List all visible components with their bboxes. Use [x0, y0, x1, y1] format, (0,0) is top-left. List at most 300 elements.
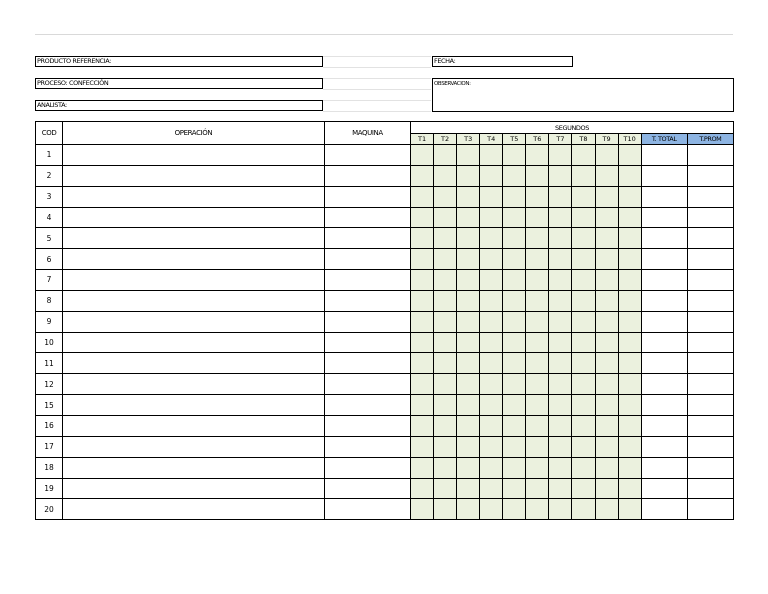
time-col-header-t9: T9	[595, 134, 618, 145]
operacion-cell[interactable]	[63, 499, 325, 520]
time-cell-t9[interactable]	[595, 478, 618, 499]
operacion-cell[interactable]	[63, 145, 325, 166]
time-cell-t1[interactable]	[411, 478, 434, 499]
time-cell-t2[interactable]	[434, 290, 457, 311]
time-cell-t8[interactable]	[572, 186, 595, 207]
time-cell-t4[interactable]	[480, 186, 503, 207]
operations-body	[36, 145, 734, 520]
time-cell-t1[interactable]	[411, 415, 434, 436]
time-cell-t5[interactable]	[503, 436, 526, 457]
time-cell-t10[interactable]	[618, 353, 641, 374]
time-cell-t1[interactable]	[411, 499, 434, 520]
time-cell-t3[interactable]	[457, 374, 480, 395]
maquina-cell[interactable]	[324, 457, 410, 478]
time-cell-t4[interactable]	[480, 207, 503, 228]
time-cell-t2[interactable]	[434, 228, 457, 249]
time-cell-t9[interactable]	[595, 436, 618, 457]
row-code: 9	[36, 311, 63, 332]
time-cell-t10[interactable]	[618, 311, 641, 332]
time-cell-t10[interactable]	[618, 478, 641, 499]
time-cell-t8[interactable]	[572, 228, 595, 249]
time-cell-t7[interactable]	[549, 145, 572, 166]
time-cell-t9[interactable]	[595, 311, 618, 332]
fecha-label: FECHA:	[434, 57, 456, 65]
time-cell-t7[interactable]	[549, 374, 572, 395]
time-cell-t1[interactable]	[411, 290, 434, 311]
time-cell-t6[interactable]	[526, 332, 549, 353]
time-cell-t5[interactable]	[503, 457, 526, 478]
time-cell-t10[interactable]	[618, 186, 641, 207]
time-cell-t7[interactable]	[549, 436, 572, 457]
operacion-cell[interactable]	[63, 207, 325, 228]
time-cell-t2[interactable]	[434, 311, 457, 332]
time-cell-t2[interactable]	[434, 415, 457, 436]
time-cell-t10[interactable]	[618, 436, 641, 457]
time-cell-t1[interactable]	[411, 249, 434, 270]
maquina-cell[interactable]	[324, 311, 410, 332]
time-cell-t3[interactable]	[457, 249, 480, 270]
time-cell-t1[interactable]	[411, 395, 434, 416]
table-row	[36, 415, 734, 436]
table-row	[36, 228, 734, 249]
table-row	[36, 145, 734, 166]
operacion-cell[interactable]	[63, 165, 325, 186]
row-code: 15	[36, 395, 63, 416]
time-cell-t3[interactable]	[457, 165, 480, 186]
time-cell-t8[interactable]	[572, 290, 595, 311]
total-time-cell[interactable]	[641, 249, 687, 270]
time-cell-t7[interactable]	[549, 332, 572, 353]
time-cell-t4[interactable]	[480, 457, 503, 478]
operacion-cell[interactable]	[63, 436, 325, 457]
avg-time-cell[interactable]	[687, 436, 733, 457]
time-cell-t6[interactable]	[526, 207, 549, 228]
operacion-cell[interactable]	[63, 186, 325, 207]
time-cell-t9[interactable]	[595, 374, 618, 395]
time-cell-t6[interactable]	[526, 415, 549, 436]
time-cell-t10[interactable]	[618, 207, 641, 228]
operacion-cell[interactable]	[63, 457, 325, 478]
time-cell-t5[interactable]	[503, 165, 526, 186]
time-cell-t5[interactable]	[503, 353, 526, 374]
time-cell-t6[interactable]	[526, 374, 549, 395]
time-cell-t10[interactable]	[618, 165, 641, 186]
gridline	[323, 67, 431, 68]
time-cell-t4[interactable]	[480, 165, 503, 186]
time-cell-t8[interactable]	[572, 207, 595, 228]
table-row	[36, 186, 734, 207]
time-cell-t8[interactable]	[572, 395, 595, 416]
time-cell-t4[interactable]	[480, 249, 503, 270]
gridline	[323, 56, 431, 57]
maquina-cell[interactable]	[324, 395, 410, 416]
time-cell-t9[interactable]	[595, 228, 618, 249]
time-cell-t4[interactable]	[480, 415, 503, 436]
maquina-cell[interactable]	[324, 207, 410, 228]
time-cell-t8[interactable]	[572, 457, 595, 478]
time-cell-t7[interactable]	[549, 207, 572, 228]
time-cell-t6[interactable]	[526, 165, 549, 186]
avg-time-cell[interactable]	[687, 374, 733, 395]
time-cell-t10[interactable]	[618, 249, 641, 270]
total-time-cell[interactable]	[641, 499, 687, 520]
time-cell-t7[interactable]	[549, 353, 572, 374]
time-cell-t7[interactable]	[549, 478, 572, 499]
time-cell-t2[interactable]	[434, 478, 457, 499]
time-cell-t5[interactable]	[503, 332, 526, 353]
total-time-cell[interactable]	[641, 436, 687, 457]
time-cell-t9[interactable]	[595, 165, 618, 186]
row-code: 19	[36, 478, 63, 499]
time-cell-t7[interactable]	[549, 290, 572, 311]
row-code: 4	[36, 207, 63, 228]
time-cell-t2[interactable]	[434, 186, 457, 207]
time-cell-t8[interactable]	[572, 332, 595, 353]
maquina-cell[interactable]	[324, 165, 410, 186]
observacion-label: OBSERVACION:	[434, 81, 471, 87]
time-cell-t9[interactable]	[595, 207, 618, 228]
time-cell-t2[interactable]	[434, 353, 457, 374]
row-code: 10	[36, 332, 63, 353]
time-cell-t2[interactable]	[434, 499, 457, 520]
time-col-header-t4: T4	[480, 134, 503, 145]
time-col-header-t10: T10	[618, 134, 641, 145]
row-code: 17	[36, 436, 63, 457]
maquina-cell[interactable]	[324, 415, 410, 436]
time-cell-t5[interactable]	[503, 374, 526, 395]
time-cell-t3[interactable]	[457, 499, 480, 520]
time-cell-t8[interactable]	[572, 478, 595, 499]
maquina-cell[interactable]	[324, 228, 410, 249]
time-cell-t1[interactable]	[411, 436, 434, 457]
time-cell-t7[interactable]	[549, 499, 572, 520]
table-row	[36, 311, 734, 332]
time-cell-t9[interactable]	[595, 290, 618, 311]
operacion-cell[interactable]	[63, 311, 325, 332]
time-cell-t3[interactable]	[457, 270, 480, 291]
time-cell-t8[interactable]	[572, 415, 595, 436]
maquina-cell[interactable]	[324, 478, 410, 499]
time-cell-t5[interactable]	[503, 478, 526, 499]
time-cell-t1[interactable]	[411, 374, 434, 395]
table-row	[36, 499, 734, 520]
time-cell-t7[interactable]	[549, 165, 572, 186]
time-col-header-t3: T3	[457, 134, 480, 145]
avg-time-cell[interactable]	[687, 457, 733, 478]
time-cell-t7[interactable]	[549, 186, 572, 207]
time-cell-t6[interactable]	[526, 395, 549, 416]
maquina-cell[interactable]	[324, 499, 410, 520]
time-cell-t6[interactable]	[526, 478, 549, 499]
maquina-cell[interactable]	[324, 270, 410, 291]
time-cell-t9[interactable]	[595, 186, 618, 207]
col-operacion-header: OPERACIÓN	[63, 122, 325, 145]
time-cell-t3[interactable]	[457, 290, 480, 311]
time-cell-t1[interactable]	[411, 353, 434, 374]
avg-time-cell[interactable]	[687, 165, 733, 186]
time-cell-t4[interactable]	[480, 478, 503, 499]
avg-time-cell[interactable]	[687, 395, 733, 416]
time-cell-t9[interactable]	[595, 395, 618, 416]
maquina-cell[interactable]	[324, 290, 410, 311]
time-cell-t6[interactable]	[526, 186, 549, 207]
operacion-cell[interactable]	[63, 270, 325, 291]
time-cell-t9[interactable]	[595, 457, 618, 478]
maquina-cell[interactable]	[324, 374, 410, 395]
total-time-cell[interactable]	[641, 228, 687, 249]
time-cell-t3[interactable]	[457, 353, 480, 374]
time-cell-t9[interactable]	[595, 415, 618, 436]
avg-time-cell[interactable]	[687, 270, 733, 291]
time-cell-t2[interactable]	[434, 332, 457, 353]
time-cell-t8[interactable]	[572, 374, 595, 395]
time-cell-t6[interactable]	[526, 228, 549, 249]
maquina-cell[interactable]	[324, 436, 410, 457]
time-cell-t10[interactable]	[618, 228, 641, 249]
time-cell-t2[interactable]	[434, 395, 457, 416]
total-time-cell[interactable]	[641, 145, 687, 166]
time-cell-t5[interactable]	[503, 395, 526, 416]
time-col-header-t6: T6	[526, 134, 549, 145]
time-cell-t5[interactable]	[503, 415, 526, 436]
total-time-cell[interactable]	[641, 478, 687, 499]
total-time-cell[interactable]	[641, 311, 687, 332]
avg-time-cell[interactable]	[687, 186, 733, 207]
col-cod-header: COD	[36, 122, 63, 145]
row-code: 16	[36, 415, 63, 436]
time-cell-t5[interactable]	[503, 290, 526, 311]
time-cell-t5[interactable]	[503, 249, 526, 270]
time-cell-t8[interactable]	[572, 145, 595, 166]
time-cell-t3[interactable]	[457, 228, 480, 249]
avg-time-cell[interactable]	[687, 415, 733, 436]
time-cell-t1[interactable]	[411, 311, 434, 332]
operacion-cell[interactable]	[63, 353, 325, 374]
time-cell-t4[interactable]	[480, 228, 503, 249]
time-cell-t2[interactable]	[434, 207, 457, 228]
time-cell-t8[interactable]	[572, 311, 595, 332]
table-row	[36, 290, 734, 311]
time-cell-t9[interactable]	[595, 270, 618, 291]
time-cell-t4[interactable]	[480, 290, 503, 311]
time-cell-t6[interactable]	[526, 353, 549, 374]
time-cell-t10[interactable]	[618, 395, 641, 416]
time-cell-t8[interactable]	[572, 499, 595, 520]
time-cell-t5[interactable]	[503, 207, 526, 228]
fecha-field[interactable]	[432, 56, 573, 67]
time-cell-t10[interactable]	[618, 145, 641, 166]
table-row	[36, 457, 734, 478]
time-cell-t9[interactable]	[595, 145, 618, 166]
time-cell-t4[interactable]	[480, 436, 503, 457]
avg-time-cell[interactable]	[687, 207, 733, 228]
total-time-cell[interactable]	[641, 457, 687, 478]
avg-time-cell[interactable]	[687, 145, 733, 166]
time-cell-t2[interactable]	[434, 457, 457, 478]
operacion-cell[interactable]	[63, 374, 325, 395]
time-cell-t3[interactable]	[457, 395, 480, 416]
time-cell-t10[interactable]	[618, 374, 641, 395]
total-time-cell[interactable]	[641, 395, 687, 416]
table-row	[36, 207, 734, 228]
time-cell-t3[interactable]	[457, 332, 480, 353]
time-col-header-t7: T7	[549, 134, 572, 145]
avg-time-cell[interactable]	[687, 353, 733, 374]
time-cell-t8[interactable]	[572, 165, 595, 186]
time-cell-t9[interactable]	[595, 353, 618, 374]
time-cell-t3[interactable]	[457, 436, 480, 457]
analista-label: ANALISTA:	[37, 101, 67, 109]
time-cell-t4[interactable]	[480, 374, 503, 395]
time-cell-t4[interactable]	[480, 145, 503, 166]
operacion-cell[interactable]	[63, 228, 325, 249]
time-cell-t10[interactable]	[618, 499, 641, 520]
time-cell-t7[interactable]	[549, 395, 572, 416]
operacion-cell[interactable]	[63, 249, 325, 270]
time-cell-t2[interactable]	[434, 165, 457, 186]
time-cell-t6[interactable]	[526, 290, 549, 311]
total-time-header: T. TOTAL	[641, 134, 687, 145]
time-cell-t2[interactable]	[434, 270, 457, 291]
table-row	[36, 165, 734, 186]
time-cell-t1[interactable]	[411, 165, 434, 186]
maquina-cell[interactable]	[324, 249, 410, 270]
table-row	[36, 374, 734, 395]
avg-time-cell[interactable]	[687, 332, 733, 353]
time-cell-t5[interactable]	[503, 186, 526, 207]
time-cell-t8[interactable]	[572, 353, 595, 374]
time-cell-t6[interactable]	[526, 249, 549, 270]
time-cell-t3[interactable]	[457, 145, 480, 166]
time-cell-t1[interactable]	[411, 228, 434, 249]
time-cell-t10[interactable]	[618, 415, 641, 436]
avg-time-cell[interactable]	[687, 228, 733, 249]
time-cell-t4[interactable]	[480, 353, 503, 374]
time-cell-t3[interactable]	[457, 186, 480, 207]
time-cell-t8[interactable]	[572, 270, 595, 291]
time-cell-t6[interactable]	[526, 457, 549, 478]
time-cell-t7[interactable]	[549, 228, 572, 249]
maquina-cell[interactable]	[324, 353, 410, 374]
time-cell-t10[interactable]	[618, 270, 641, 291]
total-time-cell[interactable]	[641, 353, 687, 374]
time-cell-t3[interactable]	[457, 457, 480, 478]
analista-field[interactable]	[35, 100, 323, 111]
time-cell-t6[interactable]	[526, 270, 549, 291]
proceso-field[interactable]	[35, 78, 323, 89]
total-time-cell[interactable]	[641, 332, 687, 353]
maquina-cell[interactable]	[324, 186, 410, 207]
proceso-label: PROCESO: CONFECCIÓN	[37, 79, 109, 87]
time-cell-t6[interactable]	[526, 499, 549, 520]
time-cell-t1[interactable]	[411, 270, 434, 291]
row-code: 6	[36, 249, 63, 270]
time-cell-t5[interactable]	[503, 499, 526, 520]
table-row	[36, 436, 734, 457]
time-cell-t1[interactable]	[411, 207, 434, 228]
time-cell-t10[interactable]	[618, 290, 641, 311]
total-time-cell[interactable]	[641, 165, 687, 186]
time-cell-t6[interactable]	[526, 311, 549, 332]
gridline	[323, 89, 431, 90]
operacion-cell[interactable]	[63, 415, 325, 436]
time-cell-t4[interactable]	[480, 499, 503, 520]
gridline	[323, 78, 431, 79]
time-cell-t2[interactable]	[434, 145, 457, 166]
time-cell-t2[interactable]	[434, 436, 457, 457]
time-cell-t9[interactable]	[595, 499, 618, 520]
time-cell-t9[interactable]	[595, 249, 618, 270]
time-cell-t5[interactable]	[503, 145, 526, 166]
time-cell-t7[interactable]	[549, 249, 572, 270]
avg-time-cell[interactable]	[687, 311, 733, 332]
total-time-cell[interactable]	[641, 374, 687, 395]
time-cell-t5[interactable]	[503, 311, 526, 332]
producto-referencia-field[interactable]	[35, 56, 323, 67]
time-cell-t4[interactable]	[480, 395, 503, 416]
time-cell-t3[interactable]	[457, 207, 480, 228]
time-cell-t7[interactable]	[549, 457, 572, 478]
time-cell-t5[interactable]	[503, 270, 526, 291]
time-cell-t1[interactable]	[411, 332, 434, 353]
time-cell-t3[interactable]	[457, 478, 480, 499]
time-cell-t5[interactable]	[503, 228, 526, 249]
avg-time-cell[interactable]	[687, 290, 733, 311]
observacion-field[interactable]	[432, 78, 734, 112]
avg-time-cell[interactable]	[687, 499, 733, 520]
time-cell-t4[interactable]	[480, 311, 503, 332]
time-cell-t1[interactable]	[411, 186, 434, 207]
avg-time-cell[interactable]	[687, 478, 733, 499]
row-code: 18	[36, 457, 63, 478]
time-cell-t9[interactable]	[595, 332, 618, 353]
time-cell-t4[interactable]	[480, 332, 503, 353]
time-cell-t3[interactable]	[457, 415, 480, 436]
time-cell-t1[interactable]	[411, 457, 434, 478]
table-row	[36, 395, 734, 416]
time-cell-t6[interactable]	[526, 436, 549, 457]
total-time-cell[interactable]	[641, 207, 687, 228]
operacion-cell[interactable]	[63, 478, 325, 499]
maquina-cell[interactable]	[324, 332, 410, 353]
operacion-cell[interactable]	[63, 332, 325, 353]
time-cell-t7[interactable]	[549, 311, 572, 332]
time-cell-t10[interactable]	[618, 332, 641, 353]
operacion-cell[interactable]	[63, 395, 325, 416]
total-time-cell[interactable]	[641, 415, 687, 436]
total-time-cell[interactable]	[641, 270, 687, 291]
time-cell-t7[interactable]	[549, 415, 572, 436]
time-cell-t2[interactable]	[434, 249, 457, 270]
producto-referencia-label: PRODUCTO REFERENCIA:	[37, 57, 111, 65]
time-cell-t1[interactable]	[411, 145, 434, 166]
time-cell-t10[interactable]	[618, 457, 641, 478]
maquina-cell[interactable]	[324, 145, 410, 166]
time-cell-t4[interactable]	[480, 270, 503, 291]
time-cell-t7[interactable]	[549, 270, 572, 291]
time-cell-t3[interactable]	[457, 311, 480, 332]
time-cell-t8[interactable]	[572, 436, 595, 457]
time-cell-t8[interactable]	[572, 249, 595, 270]
avg-time-cell[interactable]	[687, 249, 733, 270]
gridline	[323, 100, 431, 101]
total-time-cell[interactable]	[641, 186, 687, 207]
time-cell-t2[interactable]	[434, 374, 457, 395]
time-cell-t6[interactable]	[526, 145, 549, 166]
total-time-cell[interactable]	[641, 290, 687, 311]
operacion-cell[interactable]	[63, 290, 325, 311]
row-code: 3	[36, 186, 63, 207]
